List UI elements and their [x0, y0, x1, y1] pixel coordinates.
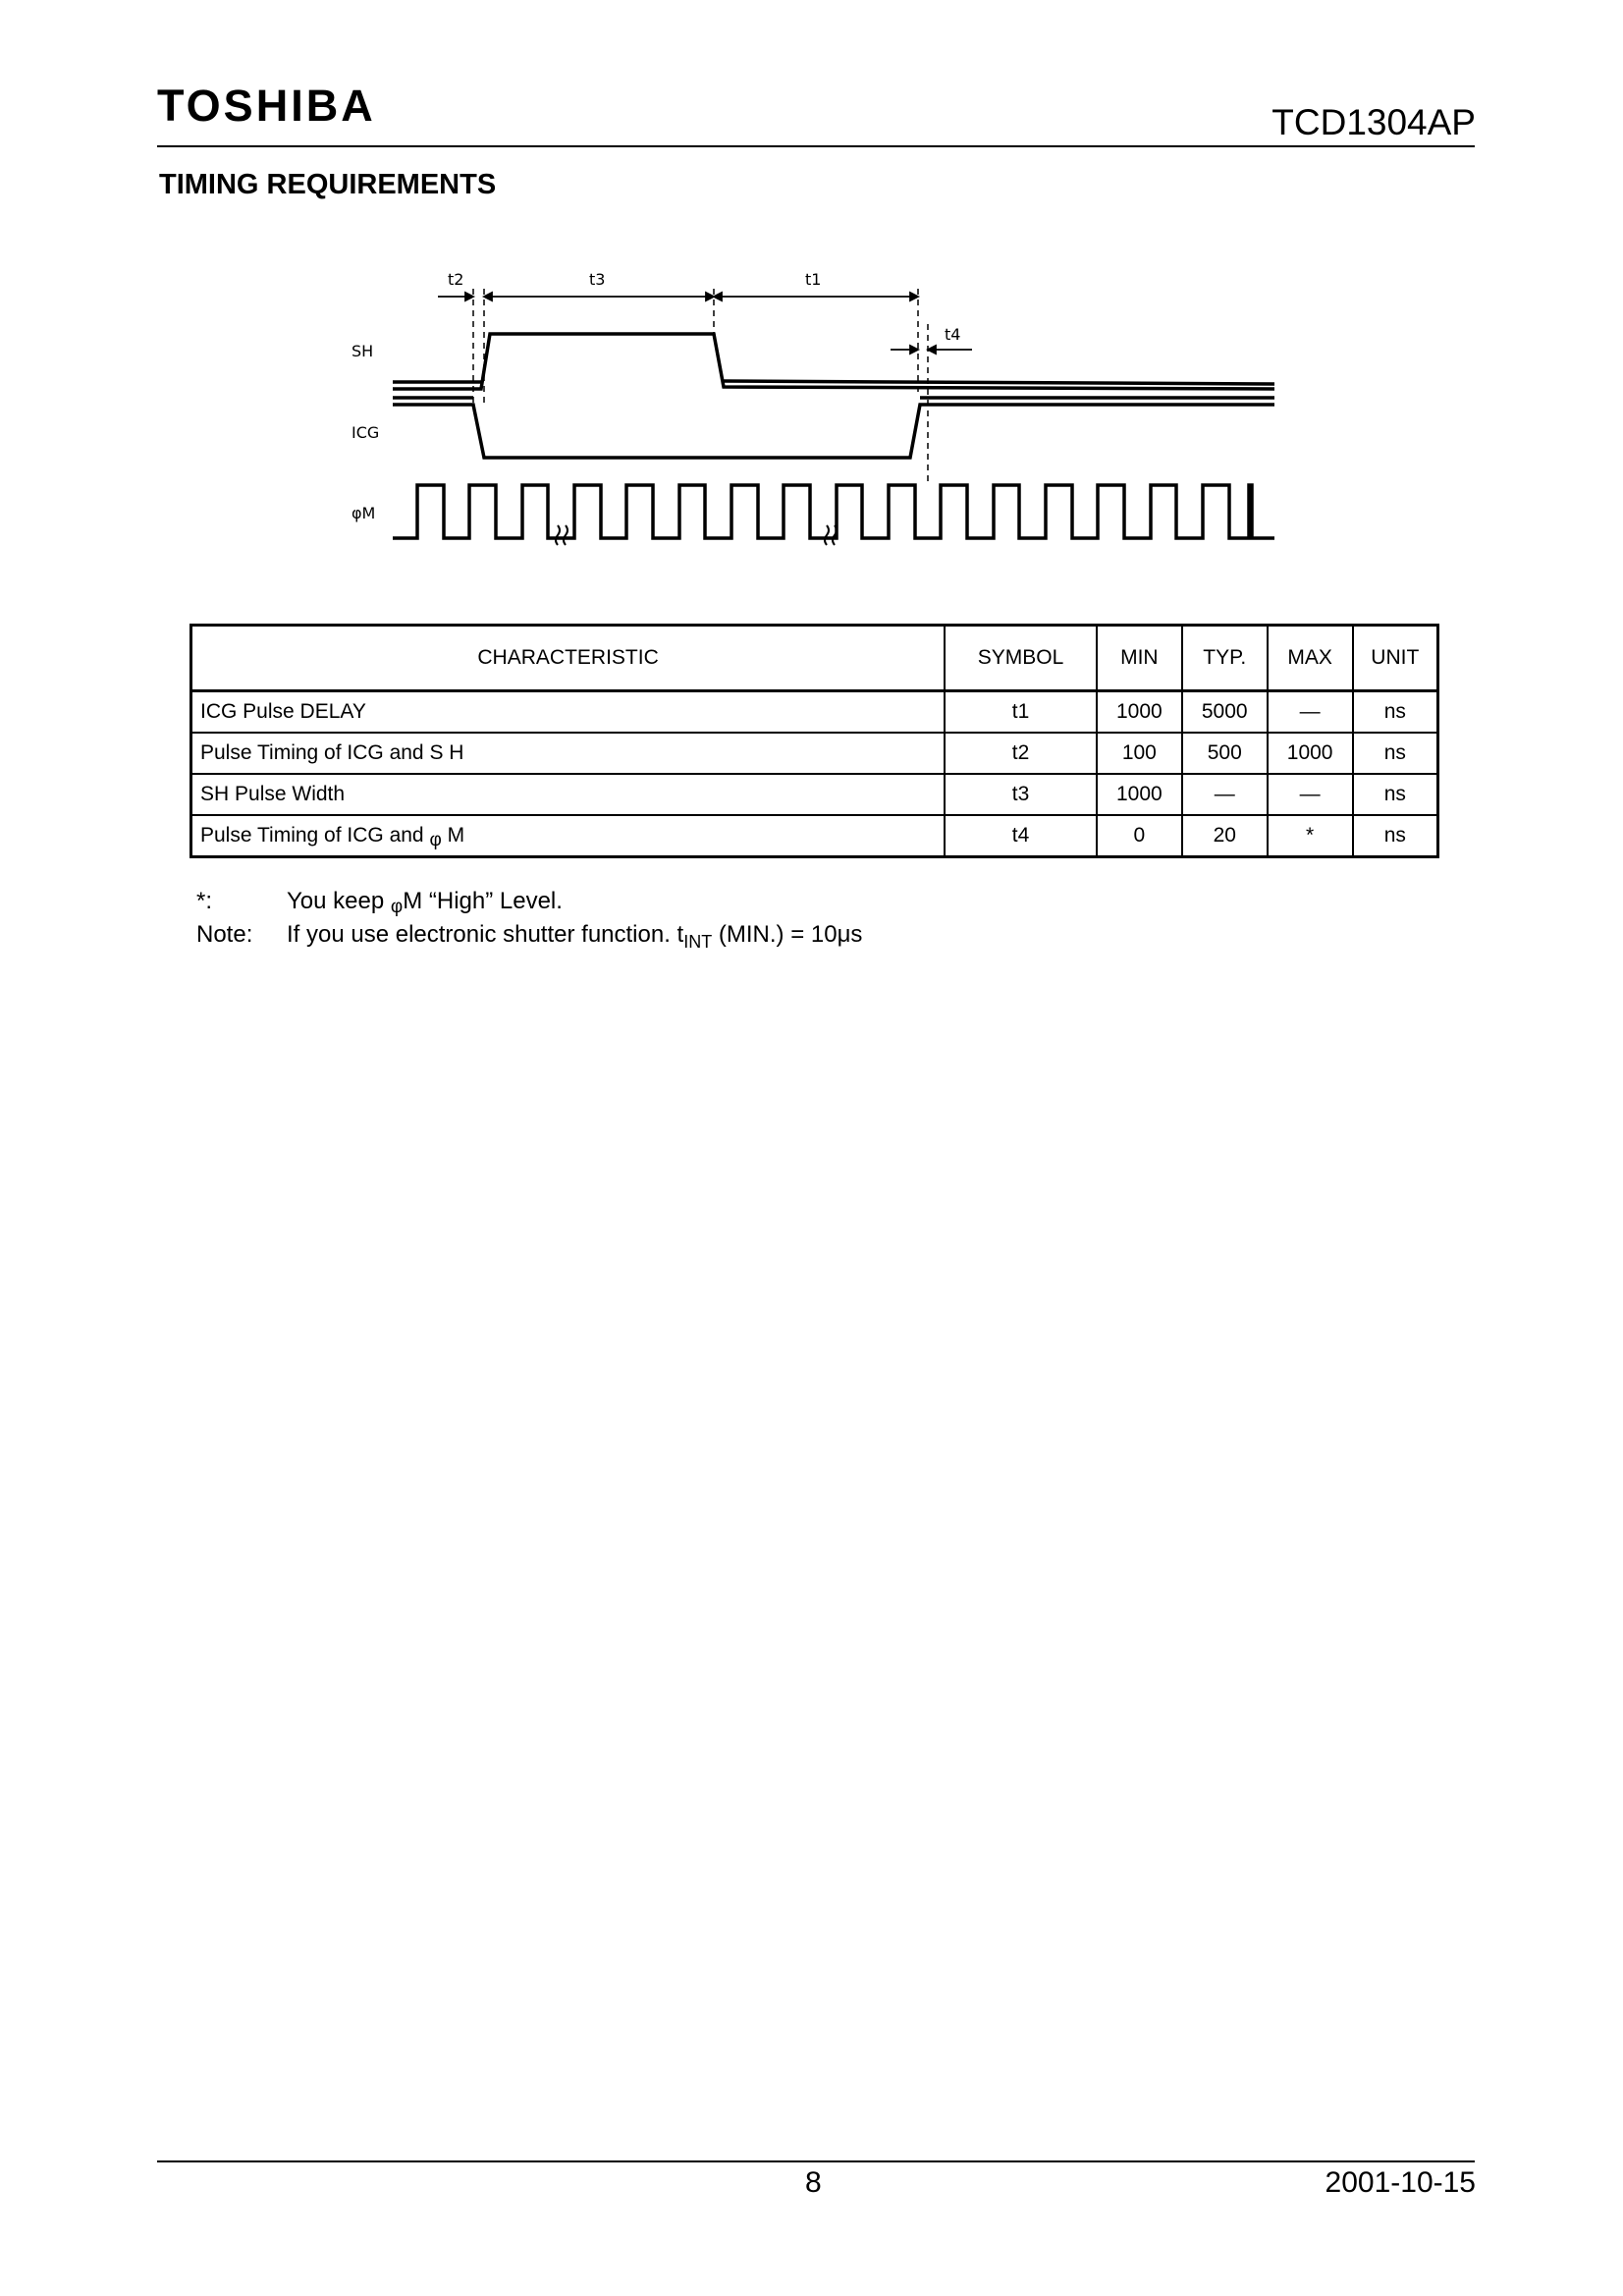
cell-symbol: t2: [945, 733, 1097, 774]
t4-arrow-left: [910, 346, 918, 354]
cell-characteristic: [191, 815, 946, 857]
cell-max: —: [1268, 691, 1353, 734]
t1-arrow-right: [910, 293, 918, 301]
footer-divider: [157, 2160, 1475, 2162]
characteristic-text-suffix: M: [441, 824, 465, 847]
table-row: [191, 815, 1438, 857]
footnote-star-mark: *:: [196, 888, 213, 914]
cell-typ: 500: [1182, 733, 1268, 774]
header-max: MAX: [1268, 626, 1353, 691]
table-header-row: [191, 626, 1438, 691]
page-number: 8: [805, 2166, 822, 2199]
timing-requirements-table: [189, 624, 1439, 858]
footnote-star-text-post: M “High” Level.: [403, 888, 563, 914]
footer-date: 2001-10-15: [1325, 2166, 1476, 2199]
phi-symbol: φ: [429, 830, 442, 850]
t2-arrow-head: [465, 293, 473, 301]
footnote-star-text-pre: You keep: [287, 888, 391, 914]
cell-unit: ns: [1353, 774, 1438, 815]
cell-max: 1000: [1268, 733, 1353, 774]
t1-arrow-left: [714, 293, 722, 301]
header-min: MIN: [1097, 626, 1182, 691]
characteristic-text-prefix: Pulse Timing of ICG and: [200, 824, 430, 847]
cell-min: 1000: [1097, 691, 1182, 734]
footnote-star: [196, 888, 563, 915]
cell-symbol: t3: [945, 774, 1097, 815]
cell-characteristic: ICG Pulse DELAY: [191, 691, 946, 734]
document-id: TCD1304AP: [1271, 102, 1476, 142]
cell-characteristic: Pulse Timing of ICG and S H: [191, 733, 946, 774]
cell-symbol: t4: [945, 815, 1097, 857]
phim-break-mark-1: [556, 525, 568, 545]
header-unit: UNIT: [1353, 626, 1438, 691]
sh-signal-label: SH: [352, 342, 374, 360]
table-row: [191, 774, 1438, 815]
t3-label: t3: [589, 270, 606, 289]
t4-label: t4: [945, 325, 961, 344]
cell-unit: ns: [1353, 691, 1438, 734]
phi-symbol: φ: [390, 897, 404, 917]
cell-min: 0: [1097, 815, 1182, 857]
section-title: TIMING REQUIREMENTS: [159, 169, 497, 200]
t1-label: t1: [805, 270, 822, 289]
cell-typ: 20: [1182, 815, 1268, 857]
icg-signal-label: ICG: [352, 423, 380, 442]
cell-min: 1000: [1097, 774, 1182, 815]
icg-waveform: [393, 405, 1274, 458]
cell-typ: —: [1182, 774, 1268, 815]
header-characteristic: CHARACTERISTIC: [191, 626, 946, 691]
cell-unit: ns: [1353, 815, 1438, 857]
timing-diagram: [0, 0, 1623, 589]
phim-signal-label: φM: [352, 504, 376, 522]
note-text-post: (MIN.) = 10μs: [712, 921, 863, 948]
note-mark: Note:: [196, 921, 253, 948]
phim-waveform: [393, 485, 1274, 538]
cell-max: —: [1268, 774, 1353, 815]
table-row: [191, 733, 1438, 774]
table-row: [191, 691, 1438, 734]
note-text-pre: If you use electronic shutter function. t: [287, 921, 684, 948]
t3-arrow-left: [484, 293, 492, 301]
phim-break-mark-2: [825, 525, 837, 545]
t4-arrow-right: [928, 346, 936, 354]
cell-max: *: [1268, 815, 1353, 857]
cell-unit: ns: [1353, 733, 1438, 774]
header-typ: TYP.: [1182, 626, 1268, 691]
toshiba-logo: TOSHIBA: [157, 81, 376, 131]
cell-symbol: t1: [945, 691, 1097, 734]
header-symbol: SYMBOL: [945, 626, 1097, 691]
cell-characteristic: SH Pulse Width: [191, 774, 946, 815]
cell-min: 100: [1097, 733, 1182, 774]
sh-waveform-upper-rail-right: [724, 381, 1274, 384]
note-subscript: INT: [683, 931, 713, 952]
t2-label: t2: [448, 270, 464, 289]
cell-typ: 5000: [1182, 691, 1268, 734]
note-line: [196, 921, 862, 953]
